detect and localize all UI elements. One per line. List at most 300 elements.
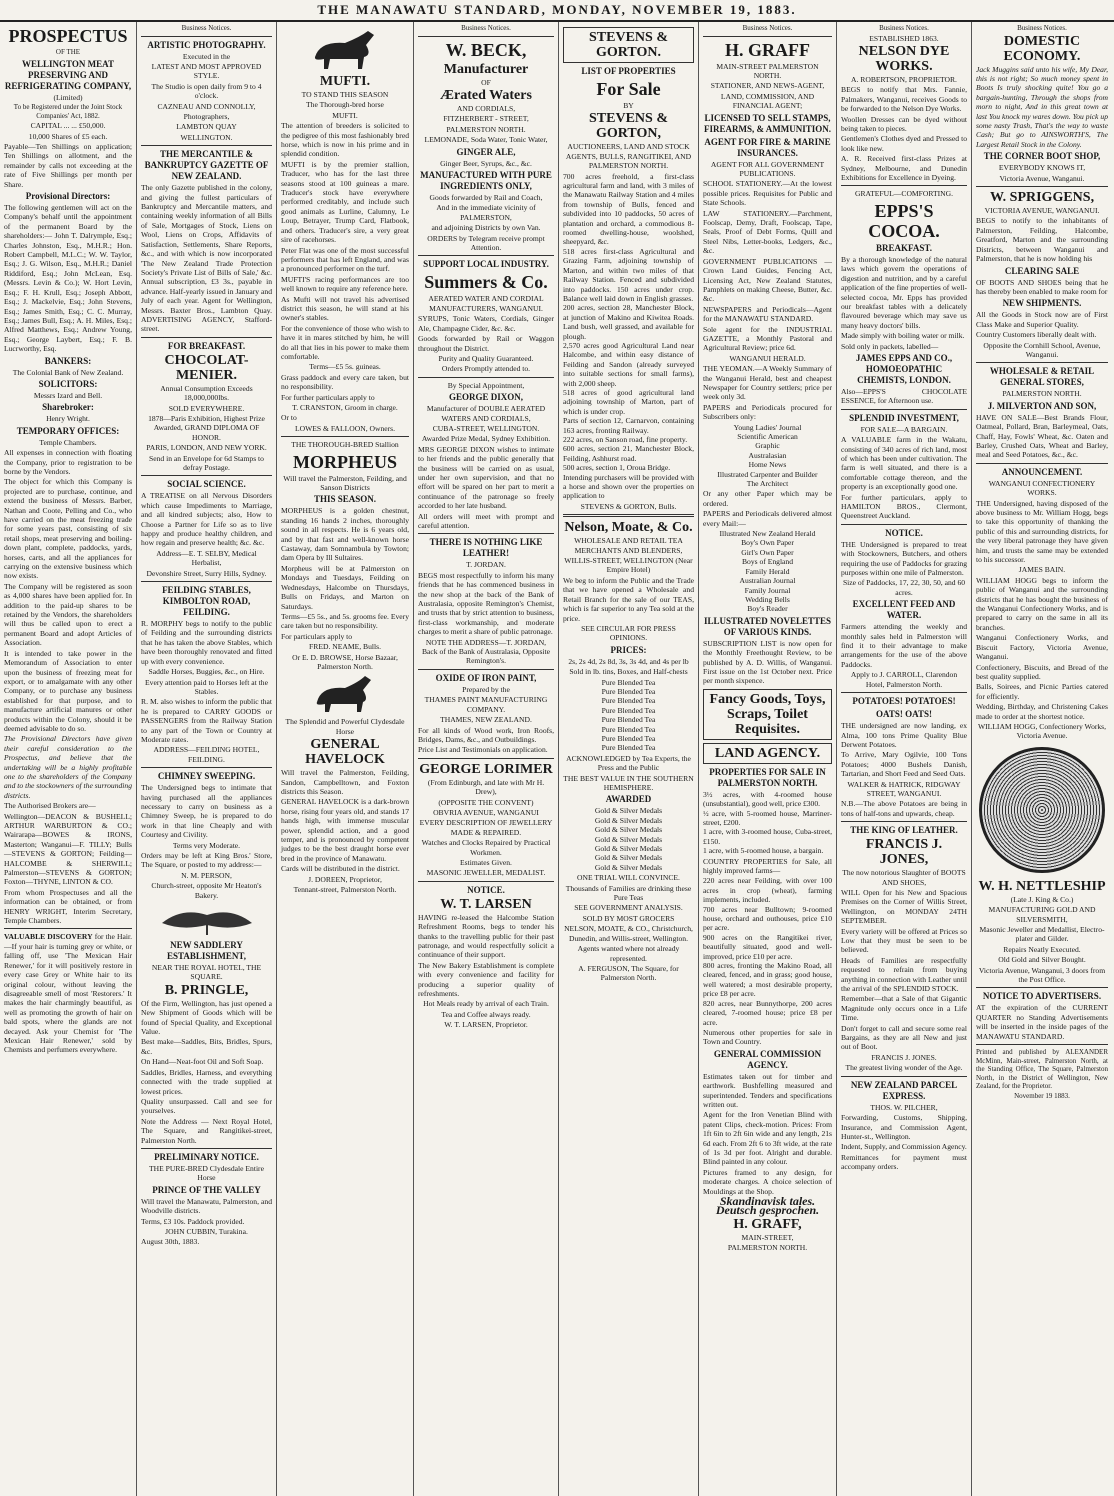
milverton-text: HAVE ON SALE—Best Brands Flour, Oatmeal, Pollard, Bran, Barleymeal, Oats, Chaff, Hay, Fowls' Wheat, &c. Oaten and Barley, Crushed Oats, Wheat and Barley, meal and Seed Potatoes, &c., &c. [976, 412, 1108, 460]
chocolat-line: Send in an Envelope for 6d Stamps to defray Postage. [149, 453, 264, 472]
hogg-text: Confectionery, Biscuits, and Bread of the best quality supplied. [976, 662, 1108, 681]
periodical-item: Family Journal [744, 585, 791, 595]
established: ESTABLISHED 1863. [869, 33, 939, 43]
publication-item: Home News [748, 460, 787, 470]
land-agency-sub: PROPERTIES FOR SALE IN PALMERSTON NORTH. [709, 766, 826, 788]
bain-sign: JAMES BAIN. [1018, 565, 1066, 575]
column-1 [0, 22, 137, 1496]
beck-line: LEMONADE, Soda Water, Tonic Water, [424, 135, 548, 145]
stables-text: Every attention paid to Horses left at the Stables. [145, 677, 268, 696]
saddlery-text: Saddles, Bridles, Harness, and everything connected with the trade supplied at lowest prices. [141, 1067, 272, 1096]
bankers-heading: BANKERS: [44, 355, 92, 366]
jordan-text: BEGS most respectfully to inform his many friends that he has commenced business in the new shop at the back of the Bank of Australasia, opposite Remington's Chemist, and trusts that by strict attention to business, first-class workmanship, and moderate charges to merit a share of public patronage. [418, 570, 554, 637]
epps-maker: JAMES EPPS AND CO., HOMOEOPATHIC CHEMISTS, LONDON. [855, 352, 953, 385]
graff-line: LICENSED TO SELL STAMPS, FIREARMS, & AMMUNITION. [704, 112, 831, 134]
for-sale: For Sale [596, 79, 661, 99]
tea-item: Pure Blended Tea [601, 733, 656, 743]
divider [141, 337, 272, 338]
gazette-text: The only Gazette published in the colony, and giving the fullest particulars of Bankruptcy and Mercantile matters, and containing weekly information of all Bills of Sale, Mortgages of Stock, Liens on Wool, Liens on Crops, Affidavits of Satisfaction, Settlements, Share Reports, &c., and with which is now incorporated 'The New Zealand Trade Protection Society's Private List of Bills of Sale,' &c. Annual subscription, £3 3s., payable in advance. Half-yearly issued in January and July of each year. Agent for Wellington, Messrs. Baxter Bros., Lambton Quay. ADVERTISING AGENCY, Stafford-street. [141, 183, 272, 334]
spriggens-line: VICTORIA AVENUE, WANGANUI. [984, 206, 1100, 216]
divider [841, 692, 967, 693]
tea-item: Pure Blended Tea [601, 705, 656, 715]
town-property-item: ½ acre, with 5-roomed house, Marriner-street, £200. [703, 808, 832, 827]
saddlery-text: Best make—Saddles, Bits, Bridles, Spurs, &c. [141, 1037, 272, 1056]
tea-item: Pure Blended Tea [601, 677, 656, 687]
company-limited: (Limited) [53, 92, 83, 102]
graff-line: LAND, COMMISSION, AND FINANCIAL AGENT; [720, 91, 815, 111]
saddlery-text: On Hand—Neat-foot Oil and Soft Soap. [141, 1057, 264, 1067]
graff-sign: H. GRAFF, [733, 1216, 802, 1232]
country-property-item: 800 acres, fronting the Makino Road, all cleared, fenced, and in grass; good house, well watered; a most desirable property, price £8 per acre. [703, 961, 832, 999]
column-8 [972, 22, 1112, 1496]
jones-text: Remember—that a Sale of that Gigantic Magnitude only occurs once in a Life Time. [841, 994, 967, 1023]
prices-line: 2s, 2s 4d, 2s 8d, 3s, 3s 4d, and 4s per lb [568, 656, 689, 666]
stables-text: Saddle Horses, Buggies, &c., on Hire. [148, 667, 265, 677]
morpheus-text: Terms—£5 5s., and 5s. grooms fee. Every care taken but no responsibility. [281, 611, 409, 631]
larsen-owner: W. T. LARSEN, Proprietor. [444, 1020, 528, 1030]
paint-text: For all kinds of Wood work, Iron Roofs, Bridges, Dams, &c., and Outbuildings. [418, 725, 554, 744]
nettleship-title: W. H. NETTLESHIP [978, 878, 1106, 894]
prospectus-body-4: It is intended to take power in the Memorandum of Association to enter upon the business of freezing meat for export, or to amalgamate with any other Company, or to purchase any business established for that purpose, and to manufacture artificial manures or other products within the Colony, should it be deemed advisable to do so. [4, 648, 132, 733]
larsen-title: W. T. LARSEN [440, 896, 532, 912]
announcement-heading: ANNOUNCEMENT. [1001, 466, 1083, 477]
domestic-economy-poem: Jack Muggins said unto his wife, My Dear, this is not right; So much money spent in Boots Is truly shocking quite! You go a bargain-hunting, Through the shops from morn to night, And in this great town at last You knock my wares down. You pick up some nasty Trash, That's the way to waste Cash; But go to AINSWORTH'S, The Largest Retail Stock in the Colony. [976, 64, 1108, 149]
chimney-text: The Undersigned begs to intimate that having purchased all the appliances necessary to carry on business as a Chimney Sweep, he is prepared to do work in that line Cheaply and with Courtesy and Civility. [141, 783, 272, 840]
property-item: 200 acres, section 28, Manchester Block, at junction of Makino and Kiwitea Roads. Land bush, well grassed, and available for plough. [563, 303, 694, 341]
medal-item: Gold & Silver Medals [594, 834, 663, 844]
periodical-item: Australian Journal [739, 576, 796, 586]
chimney-address: Church-street, opposite Mr Heaton's Bakery. [151, 881, 262, 900]
periodical-item: Boy's Reader [747, 604, 788, 614]
masthead: THE MANAWATU STANDARD, MONDAY, NOVEMBER 19, 1883. [0, 0, 1114, 22]
preliminary-text: THE PURE-BRED Clydesdale Entire Horse [149, 1163, 264, 1183]
spriggens-text: All the Goods in Stock now are of First Class Make and Superior Quality. [976, 310, 1108, 329]
epps-text: Also—EPPS'S CHOCOLATE ESSENCE, for Afternoon use. [841, 386, 967, 406]
notice-heading: NOTICE. [467, 884, 505, 895]
business-notices-heading: Business Notices. [181, 24, 232, 32]
shares: 10,000 Shares of £5 each. [28, 131, 108, 141]
nelson-moate-line: SEE CIRCULAR FOR PRESS OPINIONS. [581, 623, 676, 643]
mufti-line: TO STAND THIS SEASON [301, 90, 389, 99]
paint-text: Price List and Testimonials on application. [418, 745, 548, 755]
divider [418, 669, 554, 670]
publication-item: The Architect [746, 479, 789, 489]
hogg-text: Balls, Soirees, and Picnic Parties catered for efficiently. [976, 682, 1108, 701]
hogg-sign: WILLIAM HOGG, Confectionery Works, Victoria Avenue. [977, 721, 1107, 741]
business-notices-heading: Business Notices. [461, 24, 511, 32]
havelock-text: Will travel the Palmerston, Feilding, Sandon, Campbelltown, and Foxton districts this Season. [281, 768, 409, 796]
property-item: 600 acres, section 21, Manchester Block, Feilding, Ashhurst road. [563, 444, 694, 463]
publication-item: Australasian [748, 450, 787, 460]
jordan-address: NOTE THE ADDRESS—T. JORDAN, Back of the Bank of Australasia, Opposite Remington's. [421, 637, 550, 666]
imprint-date: November 19 1883. [1014, 1092, 1070, 1100]
publication-item: Scientific American [737, 432, 798, 441]
paint-title: OXIDE OF IRON PAINT, [435, 672, 537, 683]
nelson-moate-line: WILLIS-STREET, WELLINGTON (Near Empire Hotel) [564, 556, 693, 575]
property-item: 222 acres, on Sanson road, fine property. [563, 435, 688, 444]
newspapers: NEWSPAPERS and Periodicals—Agent for the MANAWATU STANDARD. [703, 304, 832, 324]
mufti-text: Or to [281, 413, 297, 423]
dye-works-text: Gentlemen's Clothes dyed and Pressed to look like new. [841, 134, 967, 153]
beck-line: ORDERS by Telegram receive prompt Attention. [427, 233, 545, 253]
stables-address: ADDRESS—FEILDING HOTEL, FEILDING. [153, 745, 260, 764]
solicitors: Messrs Izard and Bell. [33, 390, 103, 400]
nettleship-line: (Late J. King & Co.) [1010, 894, 1074, 904]
stables-text: R. MORPHY begs to notify to the public of Feilding and the surrounding districts that he has taken the above Stables, which have been thoroughly renovated and fitted up with every convenience. [141, 619, 272, 666]
country-properties-heading: COUNTRY PROPERTIES for Sale, all highly improved farms— [703, 856, 832, 875]
mufti-line: The Thorough-bred horse [306, 100, 384, 110]
column-4 [414, 22, 559, 1496]
town-properties-list [703, 790, 832, 856]
fancy-goods: Fancy Goods, Toys, Scraps, Toilet Requisites. [703, 689, 832, 740]
prospectus-body-1: All expenses in connection with floating the Company, prior to registration to be borne by the Vendors. [4, 448, 132, 476]
publication-item: Illustrated Carpenter and Builder [717, 469, 818, 479]
town-property-item: 1 acre, with 5-roomed house, a bargain. [703, 846, 824, 856]
divider [563, 514, 694, 517]
prices-line: Sold in lb. tins, Boxes, and Half-chests [569, 667, 688, 677]
company-name: WELLINGTON MEAT PRESERVING AND REFRIGERATING COMPANY, [4, 58, 132, 91]
beck-line: OF [481, 77, 491, 87]
mufti-groom: T. CRANSTON, Groom in charge. [292, 403, 398, 412]
investment-line: FOR SALE—A BARGAIN. [860, 424, 948, 434]
properties-title: LIST OF PROPERTIES [581, 66, 676, 76]
chocolat-line: PARIS, LONDON, AND NEW YORK. [146, 443, 267, 453]
epps-title: EPPS'S COCOA. [868, 200, 940, 241]
lorimer-line: EVERY DESCRIPTION OF JEWELLERY MADE & REPAIRED. [419, 818, 553, 837]
paint-line: THAMES, NEW ZEALAND. [440, 715, 532, 725]
dixon-title: GEORGE DIXON, [448, 392, 523, 403]
medal-item: Gold & Silver Medals [594, 815, 663, 825]
subscription-list: SUBSCRIPTION LIST is now open for the Monthly Freethought Review, to be published by A. D. Willis, of Wanganui. First issue on the 1st October next. Price per month sixpence. [703, 638, 832, 686]
general-stores-title: WHOLESALE & RETAIL GENERAL STORES, [989, 366, 1095, 388]
morpheus-line: Will travel the Palmerston, Feilding, and Sanson Districts [283, 473, 407, 493]
paint-line: Prepared by the [462, 684, 510, 694]
imprint: Printed and published by ALEXANDER McMinn, Main-street, Palmerston North, at the Standing Office, The Square, Palmerston North, in the District of Wellington, New Zealand, for the Proprietor. [976, 1048, 1108, 1091]
directors-list: The following gentlemen will act on the Company's behalf until the appointment of the permanent Board by the shareholders:— John T. Dalrymple, Esq.; Charles Johnston, Esq., M.H.R.; Hon. Robert Campbell, M.L.C.; W. W. Taylor, Esq.; J. G. Wilson, Esq., M.H.R.; Daniel Riddiford, Esq.; John McLean, Esq. (Messrs. Levin & Co.); W. Hort Levin, Esq.; F. H. Krull, Esq.; Joseph Abbott, Esq.; J. Mackelvie, Esq.; John Stevens, Esq.; James Smith, Esq.; C. C. Murray, Esq.; James Bull, Esq.; A. H. Miles, Esq.; Alfred Matthews, Esq.; Andrew Young, Esq.; George Laybert, Esq.; F. B. Lucrworthy, Esq. [4, 203, 132, 354]
saddlery-text: Note the Address — Next Royal Hotel, The Square, and Rangitikei-street, Palmerston North. [141, 1116, 272, 1145]
spriggens-text: Country Customers liberally dealt with. [976, 330, 1097, 340]
photography-line: The Studio is open daily from 9 to 4 o'clock. [151, 81, 262, 101]
chocolat-line: Annual Consumption Exceeds 18,000,000lbs. [160, 383, 253, 403]
photography-line: Photographers, [183, 112, 230, 122]
social-science-address: Devonshire Street, Surry Hills, Sydney. [146, 568, 267, 578]
nelson-moate-line: WHOLESALE AND RETAIL TEA MERCHANTS AND BLENDERS, [574, 536, 683, 555]
awarded-heading: AWARDED [605, 794, 652, 805]
graff-line: STATIONER, AND NEWS-AGENT, [710, 81, 825, 91]
prospectus-body-3: The Company will be registered as soon as 4,000 shares have been applied for. In addition to the paid-up shares to be retained by the Vendors, the shareholders will thus be called upon to erect a permanent Board and adopt Articles of Association. [4, 581, 132, 648]
agents-list: Wellington—DEACON & BUSHELL; ARTHUR WARBURTON & CO.; Wairarapa—BOWES & IRONS, Masterton; Wanganui—F. TILLY; Bulls—STEVENS & GORTON; Feilding—HALCOMBE & SHERWILL; Palmerston—STEVENS & GORTON; Foxton—THYNE, LINTON & CO. [4, 811, 132, 887]
stables-title: FEILDING STABLES, KIMBOLTON ROAD, FEILDING. [162, 585, 251, 618]
prospectus-title: PROSPECTUS [8, 26, 128, 46]
notice-feed: EXCELLENT FEED AND WATER. [852, 599, 956, 621]
chimney-title: CHIMNEY SWEEPING. [157, 771, 256, 782]
jordan-heading: THERE IS NOTHING LIKE LEATHER! [429, 537, 543, 559]
stevens-gorton-line: AUCTIONEERS, LAND AND STOCK AGENTS, BULLS, RANGITIKEI, AND PALMERSTON NORTH. [565, 142, 692, 171]
beck-line: Goods forwarded by Rail and Coach, [429, 193, 543, 203]
advertisers-notice-title: NOTICE TO ADVERTISERS. [982, 991, 1102, 1002]
jones-sign: FRANCIS J. JONES. [871, 1052, 937, 1062]
jones-text: Heads of Families are respectfully requested to refrain from buying anything in connection with Leather until the arrival of the SPLENDID STOCK. [841, 955, 967, 994]
domestic-economy-title: DOMESTIC ECONOMY. [1003, 33, 1081, 64]
mufti-text: Grass paddock and every care taken, but no responsibility. [281, 372, 409, 392]
havelock-text: GENERAL HAVELOCK is a dark-brown horse, rising four years old, and stands 17 hands high, with immense muscular power, splendid action, and a good temper, and is pronounced by competent judges to be the best draught horse ever bred in the province of Manawatu. [281, 797, 409, 863]
column-3 [277, 22, 414, 1496]
nelson-moate-line: SEE GOVERNMENT ANALYSIS. [574, 903, 683, 913]
photography-line: LAMBTON QUAY [176, 122, 237, 132]
morpheus-contact: FRED. NEAME, Bulls. [309, 642, 381, 652]
summers-line: SYRUPS, Tonic Waters, Cordials, Ginger Ale, Champagne Cider, &c. &c. [418, 314, 554, 333]
chocolat-line: SOLD EVERYWHERE. [168, 403, 245, 413]
tea-item: Pure Blended Tea [601, 724, 656, 734]
saddlery-address: NEAR THE ROYAL HOTEL, THE SQUARE. [151, 963, 262, 982]
support-local: SUPPORT LOCAL INDUSTRY. [423, 259, 549, 270]
notice-text: THE Undersigned is prepared to treat with Stockowners, Butchers, and others requiring the use of Paddocks for grazing purposes within one mile of Palmerston. [841, 539, 967, 578]
tea-item: Pure Blended Tea [601, 686, 656, 696]
nelson-moate-line: ONE TRIAL WILL CONVINCE. [577, 873, 680, 883]
dixon-line: Awarded Prize Medal, Sydney Exhibition. [421, 434, 551, 444]
country-property-item: 900 acres on the Rangitikei river, beautifully situated, good and well-improved, price £10 per acre. [703, 932, 832, 961]
larsen-text: The New Bakery Establishment is complete with every convenience and facility for producing a superior quality of refreshments. [418, 960, 554, 999]
nelson-moate-line: A. FERGUSON, The Square, for Palmerston North. [578, 963, 679, 983]
country-property-item: 820 acres, near Bunnythorpe, 200 acres cleared, 7-roomed house; price £8 per acre. [703, 998, 832, 1027]
photography-line: LATEST AND MOST APPROVED STYLE. [151, 62, 262, 81]
epps-text: Sold only in packets, labelled— [841, 341, 939, 351]
broker: Henry Wright. [46, 414, 90, 424]
skandinavisk-line: Skandinavisk tales. Deutsch gesprochen. [715, 1194, 820, 1218]
clearing-sale: CLEARING SALE [1004, 265, 1080, 276]
investment-text: A VALUABLE farm in the Wakatu, consisting of 340 acres of rich land, most of which has been under cultivation. The farm is well situated, and there is a comfortable cottage thereon, and the property is an exceptionally good one. [841, 435, 967, 492]
confectionery-line: WANGANUI CONFECTIONERY WORKS. [988, 478, 1096, 498]
lorimer-line: Watches and Clocks Repaired by Practical Workmen. [421, 838, 551, 857]
divider [841, 409, 967, 410]
mufti-text: As Mufti will not travel his advertised district this season, he will stand at his owner's stables. [281, 294, 409, 323]
beck-title: W. BECK, [445, 39, 527, 60]
potatoes-text: To Arrive, Mary Ogilvie, 100 Tons Potatoes; 4000 Bushels Danish, Tartarian, and Short Feed and Seed Oats. [841, 750, 967, 779]
by-line: BY [623, 101, 634, 110]
advertisers-notice-text: AT the expiration of the CURRENT QUARTER no Standing Advertisements will be inserted in the inside pages of the MANAWATU STANDARD. [976, 1003, 1108, 1041]
horse-icon [305, 674, 385, 714]
commission-text: Pictures framed to any design, for moderate charges. A choice selection of Mouldings at the Shop. [703, 1167, 832, 1196]
larsen-text: HAVING re-leased the Halcombe Station Refreshment Rooms, begs to tender his thanks to the travelling public for their past patronage, and would respectfully solicit a continuance of their support. [418, 912, 554, 960]
column-7 [837, 22, 972, 1496]
divider [141, 1148, 272, 1149]
epps-line: BREAKFAST. [876, 242, 932, 253]
general-stores-line: PALMERSTON NORTH. [1002, 389, 1082, 399]
novelettes: ILLUSTRATED NOVELETTES OF VARIOUS KINDS. [703, 615, 832, 637]
business-notices-heading: Business Notices. [879, 24, 929, 32]
tea-item: Pure Blended Tea [601, 715, 656, 725]
agents-heading: The Authorised Brokers are— [4, 801, 96, 811]
divider [418, 255, 554, 256]
chimney-text: Orders may be left at King Bros.' Store, The Square, or posted to my address:— [141, 851, 272, 870]
graff-line: AGENT FOR ALL GOVERNMENT PUBLICATIONS. [710, 159, 825, 179]
parcel-express-name: THOS. W. PILCHER, [870, 1102, 938, 1112]
beck-line: Manufacturer [443, 61, 529, 77]
summers-line: Orders Promptly attended to. [441, 364, 531, 374]
property-item: Intending purchasers will be provided with a horse and shown over the properties on application to [563, 472, 694, 501]
social-science-title: SOCIAL SCIENCE. [167, 479, 246, 490]
government-publications: GOVERNMENT PUBLICATIONS — Crown Land Guides, Fencing Act, Licensing Act, New Zealand Statutes, Pamphlets on making Cheese, Butter, &c. &c. [703, 256, 832, 304]
summers-line: AERATED WATER AND CORDIAL MANUFACTURERS, WANGANUI. [428, 294, 544, 313]
horse-icon [300, 27, 390, 71]
nettleship-line: Victoria Avenue, Wanganui, 3 doors from the Post Office. [978, 965, 1106, 984]
beck-line: GINGER ALE, [456, 146, 516, 157]
nelson-moate-title: Nelson, Moate, & Co. [564, 520, 693, 536]
paint-line: THAMES PAINT MANUFACTURING COMPANY. [424, 695, 548, 714]
morpheus-title: MORPHEUS [292, 451, 397, 472]
dixon-line: By Special Appointment, [447, 380, 525, 390]
larsen-text: Hot Meals ready by arrival of each Train. [423, 999, 549, 1009]
saddlery-text: Of the Firm, Wellington, has just opened a New Shipment of Goods which will be found of Special Quality, and Exceptional Value. [141, 998, 272, 1037]
spriggens-text: BEGS to notify to the inhabitants of Palmerston, Feilding, Halcombe, Greatford, Marton and the surrounding Districts, between Wanganui and Palmerston, that he is now holding his [976, 216, 1108, 264]
epps-text: Made simply with boiling water or milk. [841, 331, 965, 341]
announcement-text: THE Undersigned, having disposed of the above business to Mr. William Hogg, begs to take this opportunity of thanking the public of this and surrounding districts, for the very liberal patronage they have given him, and trusts the same may be extended to his successor. [976, 498, 1108, 565]
hogg-text: Wanganui Confectionery Works, and Biscuit Factory, Victoria Avenue, Wanganui. [976, 633, 1108, 662]
dixon-line: CUBA-STREET, WELLINGTON. [432, 423, 540, 433]
law-stationery: LAW STATIONERY.—Parchment, Foolscap, Demy, Draft, Foolscap, Tape, Seals, Proof of Debt Forms, Quill and Steel Nibs, Letter-books, Ledgers, &c., &c. [703, 208, 832, 256]
morpheus-text: For particulars apply to [281, 631, 353, 641]
periodicals-list [703, 529, 832, 614]
beck-line: MANUFACTURED WITH PURE INGREDIENTS ONLY, [420, 170, 552, 192]
corner-boot-line: EVERYBODY KNOWS IT, [998, 163, 1086, 173]
notice-contact: Apply to J. CARROLL, Clarendon Hotel, Palmerston North. [850, 670, 958, 689]
industrial-gazette: Sole agent for the INDUSTRIAL GAZETTE, a Monthly Pastoral and Agricultural Review; price 6d. [703, 324, 832, 353]
saddlery-owner: B. PRINGLE, [164, 982, 249, 998]
jones-text: WILL Open for his New and Spacious Premises on the Corner of Willis Street, Wellington, on MONDAY 24TH SEPTEMBER. [841, 887, 967, 926]
dye-works-text: A. R. Received first-class Prizes at Sydney, Melbourne, and Dunedin Exhibitions for Excellence in Dyeing. [841, 154, 967, 183]
spriggens-title: W. SPRIGGENS, [989, 190, 1095, 206]
solicitors-heading: SOLICITORS: [38, 378, 98, 389]
notice-heading: NOTICE. [885, 527, 923, 538]
mufti-text: MUFTI'S racing performances are too well known to require any reference here. [281, 274, 409, 294]
nettleship-line: MANUFACTURING GOLD AND SILVERSMITH, [988, 905, 1096, 924]
directors-heading: Provisional Directors: [25, 191, 111, 202]
nettleship-line: Repairs Neatly Executed. [1003, 944, 1081, 954]
valuable-text: for the Hair.—If your hair is turning grey or white, or falling off, use 'The Mexican Hair Renewer,' for it will positively restore in every case Grey or White hair to its original colour, without leaving the disagreeable smell of most 'Restorers.' It makes the hair charmingly beautiful, as well as promoting the growth of hair on bald spots, where the glands are not decayed. Ask your Chemist for 'The Mexican Hair Renewer,' sold by Chemists and perfumers everywhere. [4, 932, 132, 1055]
divider [281, 436, 409, 437]
publications-list [703, 423, 832, 489]
chimney-text: Terms very Moderate. [172, 840, 241, 850]
epps-tagline: GRATEFUL—COMFORTING. [854, 189, 954, 199]
photography-firm: CAZNEAU AND CONNOLLY, [157, 101, 256, 111]
epps-text: By a thorough knowledge of the natural laws which govern the operations of digestion and nutrition, and by a careful application of the fine properties of well-selected cocoa, Mr. Epps has provided our breakfast tables with a delicately flavoured beverage which may save us many heavy doctors' bills. [841, 254, 967, 330]
property-item: 500 acres, section 1, Oroua Bridge. [563, 463, 671, 473]
divider [976, 987, 1108, 988]
lorimer-line: (OPPOSITE THE CONVENT) [438, 797, 534, 807]
spriggens-address: Opposite the Cornhill School, Avenue, Wanganui. [983, 340, 1101, 359]
morpheus-heading: THE THOROUGH-BRED Stallion [291, 440, 399, 450]
divider [418, 881, 554, 882]
jones-sign: The greatest living wonder of the Age. [845, 1063, 963, 1073]
summers-line: Purity and Quality Guaranteed. [438, 353, 534, 363]
periodical-item: Boys of England [741, 557, 794, 567]
mufti-text: For further particulars apply to [281, 392, 375, 402]
nettleship-line: Masonic Jeweller and Medallist, Electro-plater and Gilder. [979, 924, 1105, 944]
havelock-address: Tennant-street, Palmerston North. [293, 885, 397, 895]
saddle-icon [152, 903, 262, 937]
business-notices-heading: Business Notices. [742, 24, 793, 32]
milverton-title: J. MILVERTON AND SON, [987, 400, 1097, 411]
prince-of-valley: PRINCE OF THE VALLEY [152, 1184, 261, 1195]
nelson-moate-line: Thousands of Families are drinking these Pure Teas [565, 883, 692, 903]
dixon-text: All orders will meet with prompt and careful attention. [418, 511, 554, 530]
parcel-express-title: NEW ZEALAND PARCEL EXPRESS. [850, 1079, 958, 1101]
lorimer-line: OBVRIA AVENUE, WANGANUI [433, 807, 539, 817]
periodical-item: Illustrated New Zealand Herald [719, 529, 816, 539]
potatoes-title: POTATOES! POTATOES! [852, 696, 956, 707]
town-property-item: 3½ acres, with 4-roomed house (unsubstantial), good well, price £300. [703, 789, 832, 809]
morpheus-text: MORPHEUS is a golden chestnut, standing 16 hands 2 inches, thoroughly sound in all respects. He is 6 years old, and by that fast and well-known horse Castaway, dam Somnambula by Towton; dam Opera by Ill Sultaires. [281, 506, 409, 563]
summers-title: Summers & Co. [424, 272, 548, 293]
divider [841, 524, 967, 525]
preliminary-notice-title: PRELIMINARY NOTICE. [154, 1151, 259, 1162]
town-property-item: 1 acre, with 3-roomed house, Cuba-street, £150. [703, 827, 832, 846]
offices-heading: TEMPORARY OFFICES: [16, 425, 120, 436]
beck-line: And in the immediate vicinity of PALMERSTON, [436, 203, 536, 222]
broker-heading: Sharebroker: [42, 402, 94, 413]
payable-terms: Payable—Ten Shillings on application; Ten Shillings on allotment, and the remainder by calls not exceeding at the rate of Five Shillings per month per Share. [4, 142, 132, 189]
photography-title: ARTISTIC PHOTOGRAPHY. [147, 39, 266, 50]
chocolat-line: 1878—Paris Exhibition, Highest Prize Awarded, GRAND DIPLOMA OF HONOR. [148, 413, 265, 442]
divider [976, 1044, 1108, 1045]
prices-heading: PRICES: [610, 644, 647, 655]
periodical-item: Wedding Bells [745, 594, 790, 604]
publication-item: Young Ladies' Journal [733, 422, 802, 432]
stevens-gorton-title: STEVENS & GORTON, [589, 111, 668, 142]
corner-boot-shop: THE CORNER BOOT SHOP, [983, 151, 1101, 162]
stables-text: R. M. also wishes to inform the public that he is prepared to CARRY GOODS or PASSENGERS from the Railway Station to any part of the Town or Country at Moderate rates. [141, 697, 272, 744]
jones-text: Every variety will be offered at Prices so Low that they must be seen to be believed. [841, 926, 967, 955]
other-properties: Numerous other properties for sale in Town and Country. [703, 1027, 832, 1047]
parcel-express-text: Remittances for payment must accompany orders. [841, 1152, 967, 1172]
nelson-moate-line: THE BEST VALUE IN THE SOUTHERN HEMISPHERE. [563, 773, 694, 792]
yeoman: THE YEOMAN.—A Weekly Summary of the Wanganui Herald, best and cheapest Newspaper for Country settlers; price per week only 3d. [703, 364, 832, 402]
nettleship-line: Old Gold and Silver Bought. [998, 955, 1086, 965]
potatoes-text: N.B.—The above Potatoes are being in tons of half-tons and upwards, cheap. [841, 799, 967, 818]
preliminary-text: Terms, £3 10s. Paddock provided. [141, 1216, 245, 1226]
papers-note: Or any other Paper which may be ordered. [703, 489, 832, 508]
dye-works-title: NELSON DYE WORKS. [858, 44, 950, 74]
havelock-title: GENERAL HAVELOCK [305, 737, 385, 768]
havelock-text: Cards will be distributed in the district. [281, 864, 400, 874]
dye-works-text: BEGS to notify that Mrs. Fannie, Palmakers, Wanganui, receives Goods to be forwarded to the Nelson Dye Works. [841, 85, 967, 114]
nelson-moate-line: SOLD BY MOST GROCERS [582, 913, 675, 923]
column-5 [559, 22, 699, 1496]
forms-note: From whom Prospectuses and all the information can be obtained, or from HENRY WRIGHT, Interim Secretary, Temple Chambers. [4, 887, 132, 926]
dixon-text: MRS GEORGE DIXON wishes to intimate to her friends and the public generally that the business will be carried on as usual, under her own supervision, and that no effort will be spared on her part to merit a continuance of the patronage so freely accorded to her late husband. [418, 444, 554, 511]
morpheus-text: Morpheus will be at Palmerston on Mondays and Tuesdays, Feilding on Wednesdays, Halcombe on Thursdays, Bulls on Fridays, and Marton on Saturdays. [281, 563, 409, 611]
morpheus-season: THIS SEASON. [313, 494, 377, 505]
gazette-title: THE MERCANTILE & BANKRUPTCY GAZETTE OF NEW ZEALAND. [144, 149, 269, 182]
potatoes-text: THE undersigned are now landing, ex Alma, 100 tons Prime Quality Blue Derwent Potatoes. [841, 721, 967, 749]
mufti-text: For the convenience of those who wish to have it in mares stitched by him, he will do all that lies in his power to make them comfortable. [281, 323, 409, 361]
commission-text: Agent for the Iron Venetian Blind with patent Clips, check-motion. Prices: From 1ft 6in to 2ft 6in wide and any length, 21s 6d each. From 2ft 6 to 3ft wide, at the rate of 1s 3d per foot. Alright and durable. Blind painted in any colour. [703, 1110, 832, 1167]
beck-line: FITZHERBERT - STREET, [443, 114, 529, 124]
preliminary-owner: JOHN CUBBIN, Turakina. [165, 1226, 248, 1236]
nelson-moate-line: Agents wanted where not already represented. [577, 944, 680, 963]
medal-item: Gold & Silver Medals [594, 825, 663, 835]
mufti-line: MUFTI. [332, 110, 358, 120]
parcel-express-text: Indent, Supply, and Commission Agency. [841, 1142, 967, 1152]
graff-sign-line: PALMERSTON NORTH. [727, 1243, 808, 1253]
mufti-title: MUFTI. [319, 74, 371, 89]
medal-item: Gold & Silver Medals [594, 844, 663, 854]
investment-text: For further particulars, apply to HAMILTON BROS., Clermont, Queenstreet Auckland. [841, 492, 967, 521]
potatoes-firm: WALKER & HATRICK, RIDGWAY STREET, WANGANUI. [847, 779, 961, 798]
country-properties-list [703, 876, 832, 1027]
medal-item: Gold & Silver Medals [594, 862, 663, 872]
columns [0, 22, 1114, 1496]
